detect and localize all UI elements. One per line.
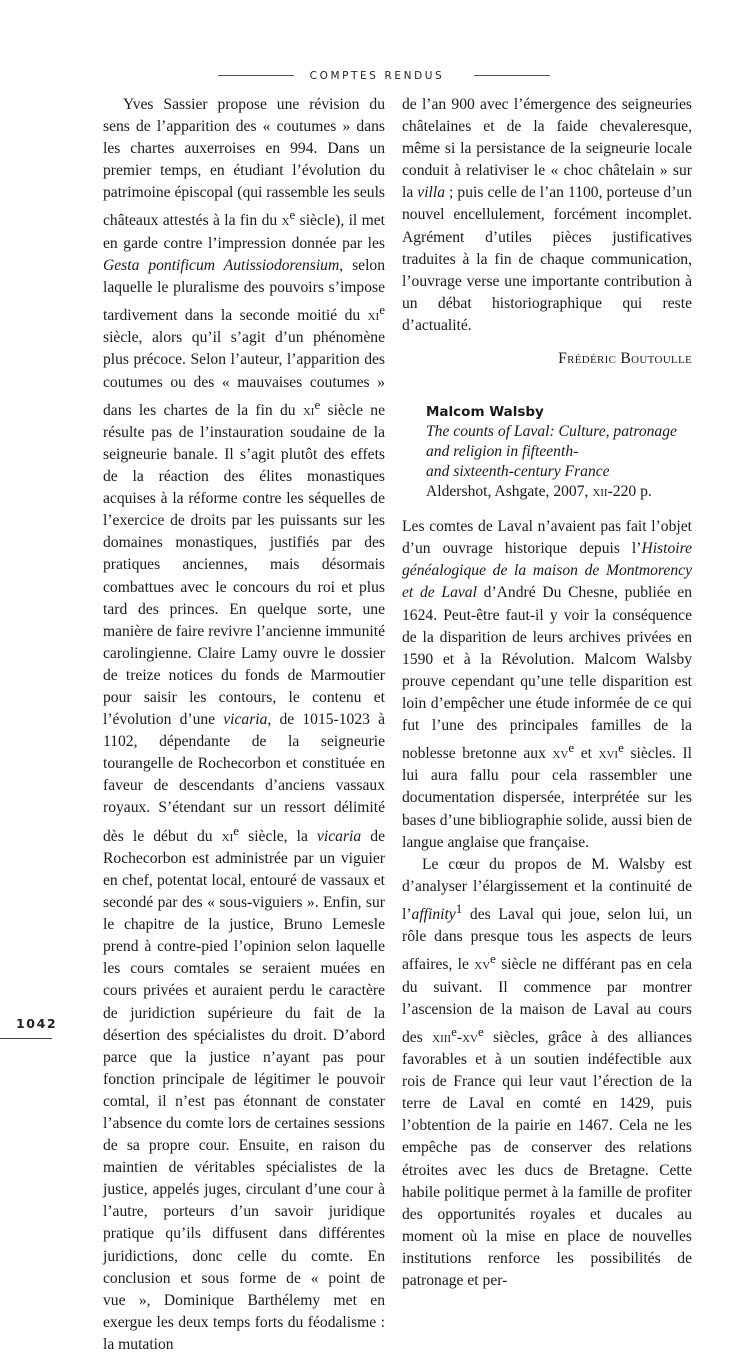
running-header: [0, 66, 754, 84]
header-rule-right: [474, 75, 550, 76]
work-title-gesta: Gesta pontificum Autissiodorensium: [103, 256, 340, 274]
paragraph-walsby-affinity: Le cœur du propos de M. Walsby est d’analyser l’élargissement et la continuité de l’affinity$^1$ des Laval qui joue, selon lui, un rôle dans presque tous les aspects de leurs affaires, le $xv^e$ siècle ne différant pas en cela du suivant. Il commence par montrer l’ascension de la maison de Laval au cours des $xiii^e-xv^e$ siècles, grâce à des alliances favorables et à un soutien indéfectible aux rois de France qui leur vaut l’érection de la terre de Laval en comté en 1429, puis l’obtention de la pairie en 1467. Cela ne les empêche pas de conserver des relations étroites avec les ducs de Bretagne. Cette habile politique permet à la famille de profiter des opportunités royales et ducales au moment où la mise en place de nouvelles institutions renforce les possibilités de patronage et per-: [402, 855, 693, 1289]
book-title-line-3: and sixteenth-century France: [426, 463, 610, 481]
book-title-line-1: The counts of Laval: Culture, patronage: [426, 423, 677, 441]
header-rule-left: [218, 75, 294, 76]
reviewer-signature: Frédéric Boutoulle: [558, 350, 692, 368]
running-header-title: COMPTES RENDUS: [309, 70, 445, 82]
paragraph-sassier-lamy-lemesle: Yves Sassier propose une révision du sens de l’apparition des « coutumes » dans les chartes auxerroises en 994. Dans un premier temps, en étudiant l’évolution du patrimoine épiscopal (qui rassemble les seuls châteaux attestés à la fin du $x^e$ siècle), il met en garde contre l’impression donnée par les Gesta pontificum Autissiodorensium, selon laquelle le pluralisme des pouvoirs s’impose tardivement dans la seconde moitié du $xi^e$ siècle, alors qu’il s’agit d’un phénomène plus précoce. Selon l’auteur, l’apparition des coutumes ou des « mauvaises coutumes » dans les chartes de la fin du $xi^e$ siècle ne résulte pas de l’instauration soudaine de la seigneurie banale. Il s’agit plutôt des effets de la réaction des élites monastiques acquises à la réforme contre les séquelles de l’exercice de droits par les puissants sur les domaines monastiques, justifiés par des pratiques anciennes, mais désormais combattues avec le concours du roi et plus tard des princes. En quelque sorte, une manière de faire revivre l’ancienne immunité carolingienne. Claire Lamy ouvre le dossier de treize notices du fonds de Marmoutier pour saisir les contours, le contenu et l’évolution d’une vicaria, de 1015-1023 à 1102, dépendante de la seigneurie tourangelle de Rochecorbon et constituée en faveur de descendants d’anciens vassaux royaux. S’étendant sur un ressort délimité dès le début du $xi^e$ siècle, la vicaria de Rochecorbon est administrée par un viguier en chef, potentat local, entouré de vassaux et secondé par des « sous-viguiers ». Enfin, sur le chapitre de la justice, Bruno Lemesle prend à contre-pied l’opinion selon laquelle les cours comtales se seraient muées en cours privées et auraient perdu le caractère de juridiction supérieure du fait de la désertion des spécialistes du droit. D’abord parce que la justice n’ayant pas pour fonction principale de légitimer le pouvoir comtal, il n’est pas étonnant de constater l’absence du comte lors de certaines sessions de sa propre cour. Ensuite, en raison du maintien de véritables spécialistes de la justice, appelés juges, circulant d’une cour à l’autre, porteurs d’un savoir juridique pratique qu’ils diffusent dans différentes juridictions, donc celle du comte. En conclusion et sous forme de « point de vue », Dominique Barthélemy met en exergue les deux temps forts du féodalisme : la mutation: [103, 96, 386, 1353]
work-title-histoire: Histoire généalogique de la maison de Montmorency et de Laval: [402, 540, 692, 602]
footnote-marker: 1: [455, 900, 463, 916]
book-author: Malcom Walsby: [426, 404, 544, 421]
book-publication-info: Aldershot, Ashgate, 2007, xii-220 p.: [426, 483, 652, 501]
paragraph-continuation: de l’an 900 avec l’émergence des seigneuries châtelaines et de la faide chevaleresque, même si la persistance de la seigneurie locale conduit à relativiser le « choc châtelain » sur la villa ; puis celle de l’an 1100, porteuse d’un nouvel encellulement, forcément incomplet. Agrément d’utiles pièces justificatives traduites à la fin de chaque communication, l’ouvrage verse une importante contribution à un débat historiographique qui reste d’actualité.: [402, 96, 692, 334]
review-heading: [426, 402, 692, 502]
page-number-rule: [0, 1038, 52, 1039]
book-title-line-2: and religion in fifteenth-: [426, 443, 579, 461]
right-column: [402, 94, 692, 1292]
page-number: 1042: [16, 1016, 58, 1031]
paragraph-walsby-intro: Les comtes de Laval n’avaient pas fait l’objet d’un ouvrage historique depuis l’Histoire généalogique de la maison de Montmorency et de Laval d’André Du Chesne, publiée en 1624. Peut-être faut-il y voir la conséquence de la disparition de leurs archives privées en 1590 et à la Révolution. Malcom Walsby prouve cependant qu’une telle disparition est loin d’empêcher une étude informée de ce qui fut l’une des principales familles de la noblesse bretonne aux $xv^e$ et xvi$^e$ siècles. Il lui aura fallu pour cela rassembler une documentation dispersée, interprétée sur les bases d’une bibliographie solide, aussi bien de langue anglaise que française.: [402, 518, 692, 851]
left-column: [103, 94, 385, 1356]
